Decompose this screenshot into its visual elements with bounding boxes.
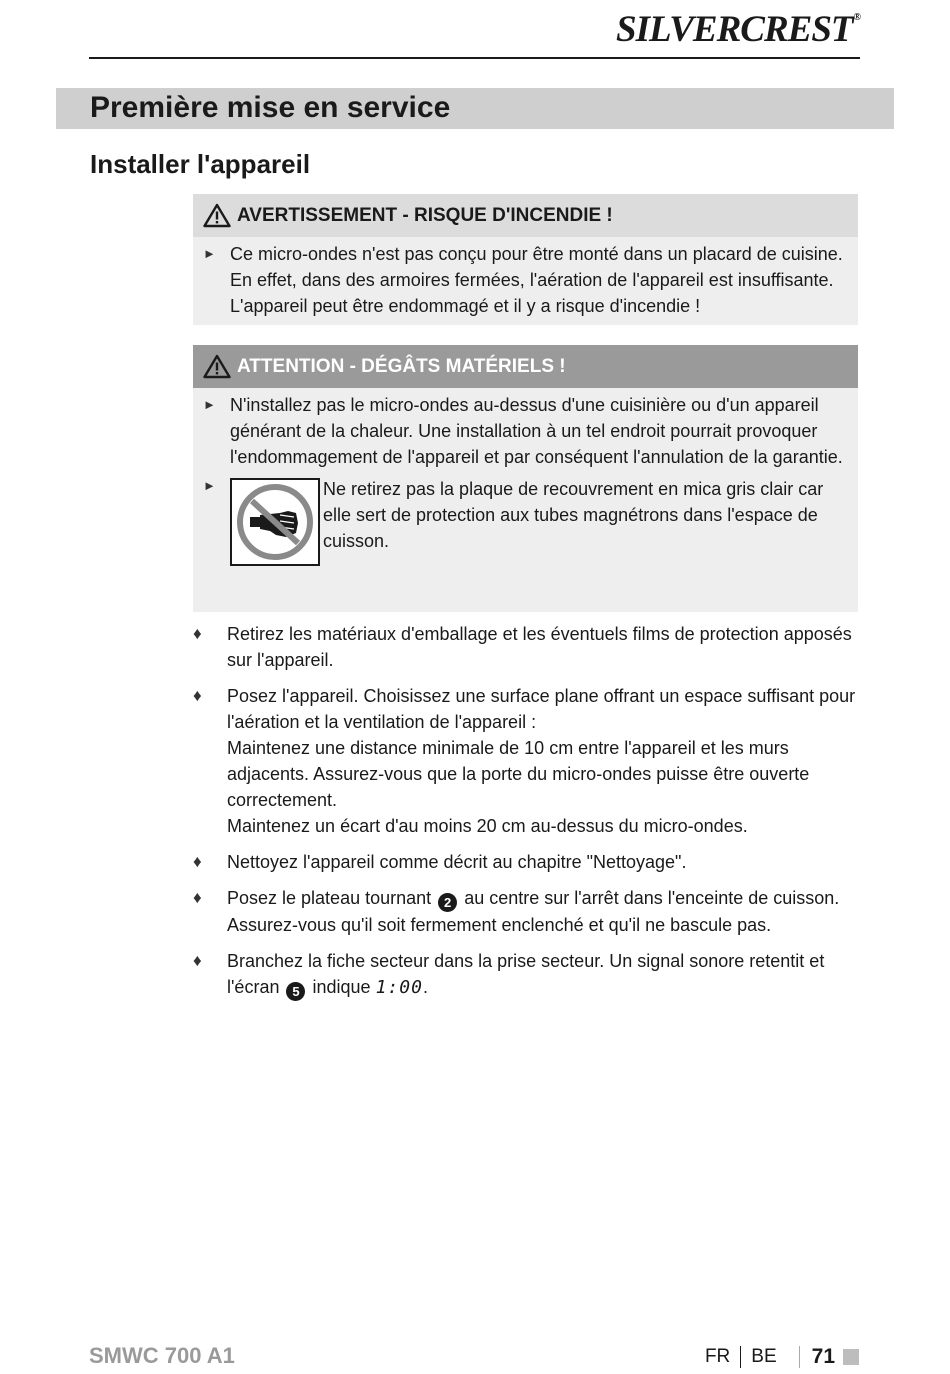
header-divider — [89, 57, 860, 59]
part-number-badge: 5 — [286, 982, 305, 1001]
step-text: Nettoyez l'appareil comme décrit au chapitre "Nettoyage". — [227, 852, 687, 872]
footer-lang-fr: FR — [704, 1346, 731, 1367]
list-item — [190, 849, 860, 875]
list-item — [203, 470, 848, 566]
section-title: Première mise en service — [90, 91, 451, 124]
list-item — [190, 885, 860, 938]
fire-warning-body — [193, 237, 858, 325]
attention-item-heat: N'installez pas le micro-ondes au-dessus d'une cuisinière ou d'un appareil générant de la chaleur. Une installation à un tel endroit pourrait provoquer l'endommagement de l'appareil et par conséquent l'annulation de la garantie. — [230, 395, 843, 467]
footer-lang-be: BE — [751, 1346, 777, 1367]
diamond-bullet-icon: ♦ — [193, 852, 202, 871]
step-text-part: . — [422, 977, 428, 997]
step-text — [227, 885, 860, 938]
step-text-part: Posez le plateau tournant — [227, 888, 432, 908]
damage-attention-title: ATTENTION - DÉGÂTS MATÉRIELS ! — [237, 355, 566, 377]
warning-triangle-icon — [203, 203, 231, 228]
fire-warning-box — [193, 194, 858, 325]
page-number: 71 — [811, 1345, 835, 1368]
list-item — [190, 621, 860, 673]
attention-item-mica: Ne retirez pas la plaque de recouvrement en mica gris clair car elle sert de protection aux tubes magnétrons dans l'espace de cuisson. — [323, 479, 824, 551]
list-item — [190, 683, 860, 839]
list-item — [203, 241, 848, 319]
step-text: Retirez les matériaux d'emballage et les éventuels films de protection apposés sur l'appareil. — [227, 624, 852, 670]
damage-attention-body — [193, 388, 858, 612]
subsection-title: Installer l'appareil — [90, 149, 311, 179]
damage-attention-header — [193, 345, 858, 388]
footer-model: SMWC 700 A1 — [89, 1343, 235, 1368]
display-readout: 1:00 — [375, 977, 423, 998]
fire-warning-title: AVERTISSEMENT - RISQUE D'INCENDIE ! — [237, 204, 613, 226]
footer-page-info — [705, 1345, 859, 1369]
footer-separator — [740, 1346, 741, 1368]
part-number-badge: 2 — [438, 893, 457, 912]
page-marker-square — [843, 1349, 859, 1365]
fire-warning-text: Ce micro-ondes n'est pas conçu pour être monté dans un placard de cuisine. En effet, dans des armoires fermées, l'aération de l'appareil est insuffisante. L'appareil peut être endommagé et il y a risque d'incendie ! — [230, 244, 843, 316]
fire-warning-header — [193, 194, 858, 237]
step-text — [227, 948, 860, 1001]
do-not-touch-icon — [230, 478, 320, 566]
footer-separator — [799, 1346, 800, 1368]
brand-name: SILVERCREST — [616, 9, 853, 50]
step-text-part: au centre sur l'arrêt dans l'enceinte de cuisson. Assurez-vous qu'il soit fermement enclenché et qu'il ne bascule pas. — [227, 888, 840, 935]
list-item — [190, 948, 860, 1001]
arrow-bullet-icon: ► — [203, 246, 216, 261]
diamond-bullet-icon: ♦ — [193, 624, 202, 643]
installation-steps — [190, 621, 860, 1011]
brand-logo — [616, 8, 860, 51]
step-text: Maintenez un écart d'au moins 20 cm au-dessus du micro-ondes. — [227, 816, 748, 836]
step-text-part: indique — [312, 977, 371, 997]
diamond-bullet-icon: ♦ — [193, 686, 202, 705]
arrow-bullet-icon: ► — [203, 478, 216, 493]
list-item — [203, 392, 848, 470]
warning-triangle-icon — [203, 354, 231, 379]
diamond-bullet-icon: ♦ — [193, 888, 202, 907]
step-text-part: Branchez la fiche secteur dans la prise secteur. Un signal sonore retentit et l'écran — [227, 951, 825, 997]
step-text: Maintenez une distance minimale de 10 cm entre l'appareil et les murs adjacents. Assurez-vous que la porte du micro-ondes puisse être ouverte correctement. — [227, 738, 810, 810]
diamond-bullet-icon: ♦ — [193, 951, 202, 970]
registered-mark: ® — [853, 12, 860, 23]
step-text: Posez l'appareil. Choisissez une surface plane offrant un espace suffisant pour l'aération et la ventilation de l'appareil : — [227, 686, 856, 732]
arrow-bullet-icon: ► — [203, 397, 216, 412]
damage-attention-box — [193, 345, 858, 612]
